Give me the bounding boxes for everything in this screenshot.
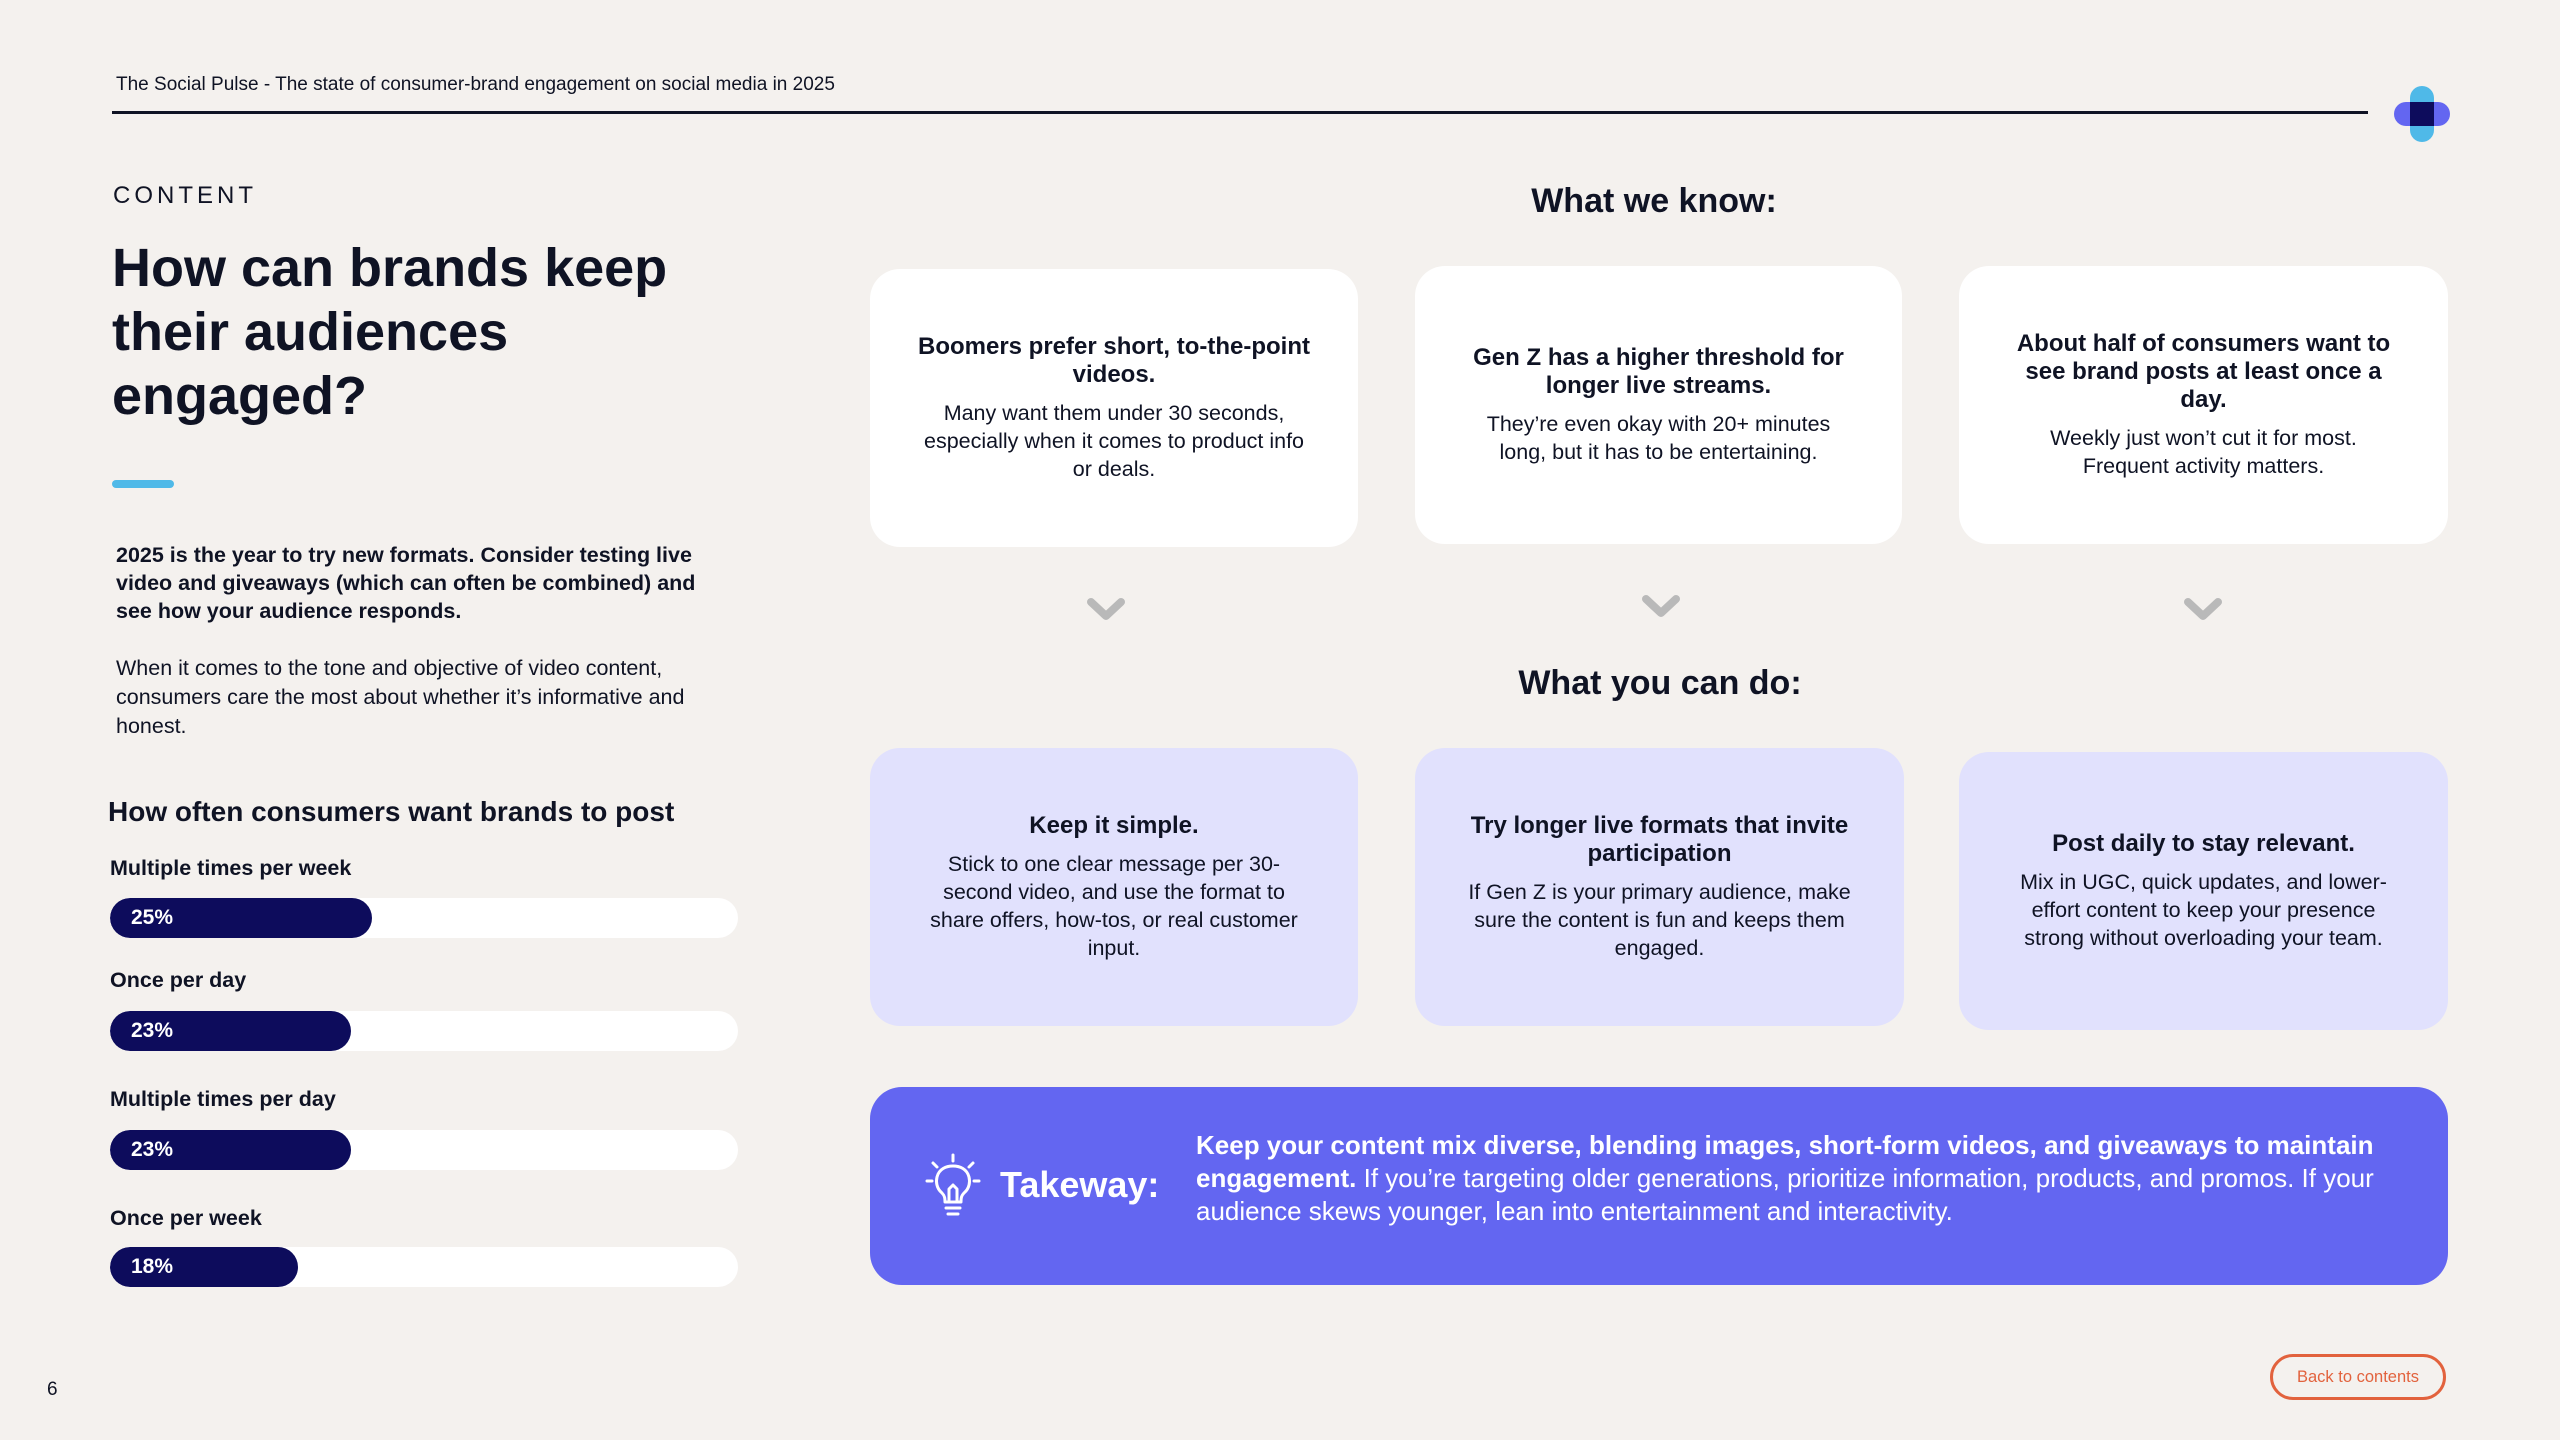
bar-track	[110, 1130, 738, 1170]
section-eyebrow: CONTENT	[113, 182, 257, 209]
takeaway-banner	[870, 1087, 2448, 1285]
document-header-title: The Social Pulse - The state of consumer-brand engagement on social media in 2025	[116, 74, 835, 95]
insight-card	[1415, 266, 1902, 544]
takeaway-bold-text: Keep your content mix diverse, blending images, short-form videos, and giveaways to maintain engagement.	[1196, 1130, 2374, 1193]
back-to-contents-button[interactable]: Back to contents	[2270, 1354, 2446, 1400]
bar-fill	[110, 898, 372, 938]
card-body: Weekly just won’t cut it for most. Frequent activity matters.	[2050, 426, 2357, 478]
card-body: If Gen Z is your primary audience, make sure the content is fun and keeps them engaged.	[1468, 880, 1851, 960]
lightbulb-icon	[924, 1153, 982, 1219]
card-body: They’re even okay with 20+ minutes long, but it has to be entertaining.	[1486, 412, 1831, 464]
chevron-down-icon	[1086, 596, 1126, 622]
bar-value-label: 23%	[131, 1138, 174, 1161]
bar-track	[110, 1247, 738, 1287]
chart-title: How often consumers want brands to post	[108, 796, 675, 827]
card-title: Gen Z has a higher threshold for longer live streams.	[1473, 344, 1844, 399]
action-card	[1415, 748, 1904, 1026]
card-title: About half of consumers want to see brand posts at least once a day.	[2016, 330, 2391, 413]
accent-bar	[112, 480, 174, 488]
intro-bold-text: 2025 is the year to try new formats. Consider testing live video and giveaways (which can often be combined) and see how your audience responds.	[116, 543, 696, 623]
card-title: Keep it simple.	[1029, 812, 1199, 839]
takeaway-label: Takeway:	[1000, 1164, 1160, 1205]
takeaway-text	[1196, 1129, 2426, 1228]
bar-fill	[110, 1011, 351, 1051]
bar-label: Multiple times per week	[110, 856, 352, 880]
action-card	[870, 748, 1358, 1026]
what-we-know-heading: What we know:	[1531, 182, 1777, 220]
bar-fill	[110, 1130, 351, 1170]
insight-card	[870, 269, 1358, 547]
bar-track	[110, 1011, 738, 1051]
card-body: Many want them under 30 seconds, especially when it comes to product info or deals.	[923, 401, 1305, 481]
chevron-down-icon	[1641, 593, 1681, 619]
bar-value-label: 25%	[131, 906, 174, 929]
page-number: 6	[47, 1379, 58, 1400]
what-you-can-do-heading: What you can do:	[1518, 664, 1802, 702]
card-title: Boomers prefer short, to-the-point videos.	[917, 333, 1310, 388]
bar-fill	[110, 1247, 298, 1287]
card-body: Stick to one clear message per 30-second video, and use the format to share offers, how-tos, or real customer input.	[930, 852, 1298, 960]
bar-label: Once per week	[110, 1206, 262, 1230]
bar-track	[110, 898, 738, 938]
takeaway-body-text: If you’re targeting older generations, prioritize information, products, and promos. If your audience skews younger, lean into entertainment and interactivity.	[1196, 1163, 2374, 1226]
page-title: How can brands keep their audiences engaged?	[112, 238, 668, 426]
chevron-down-icon	[2183, 596, 2223, 622]
intro-body-text: When it comes to the tone and objective of video content, consumers care the most about whether it’s informative and honest.	[116, 656, 685, 738]
bar-label: Multiple times per day	[110, 1087, 336, 1111]
action-card	[1959, 752, 2448, 1030]
bar-value-label: 18%	[131, 1255, 174, 1278]
card-title: Try longer live formats that invite participation	[1470, 812, 1849, 867]
card-title: Post daily to stay relevant.	[2052, 830, 2355, 857]
bar-value-label: 23%	[131, 1019, 174, 1042]
bar-label: Once per day	[110, 968, 247, 992]
brand-logo-icon	[2394, 86, 2450, 142]
header-divider	[112, 111, 2368, 114]
insight-card	[1959, 266, 2448, 544]
card-body: Mix in UGC, quick updates, and lower-effort content to keep your presence strong without overloading your team.	[2020, 870, 2387, 950]
